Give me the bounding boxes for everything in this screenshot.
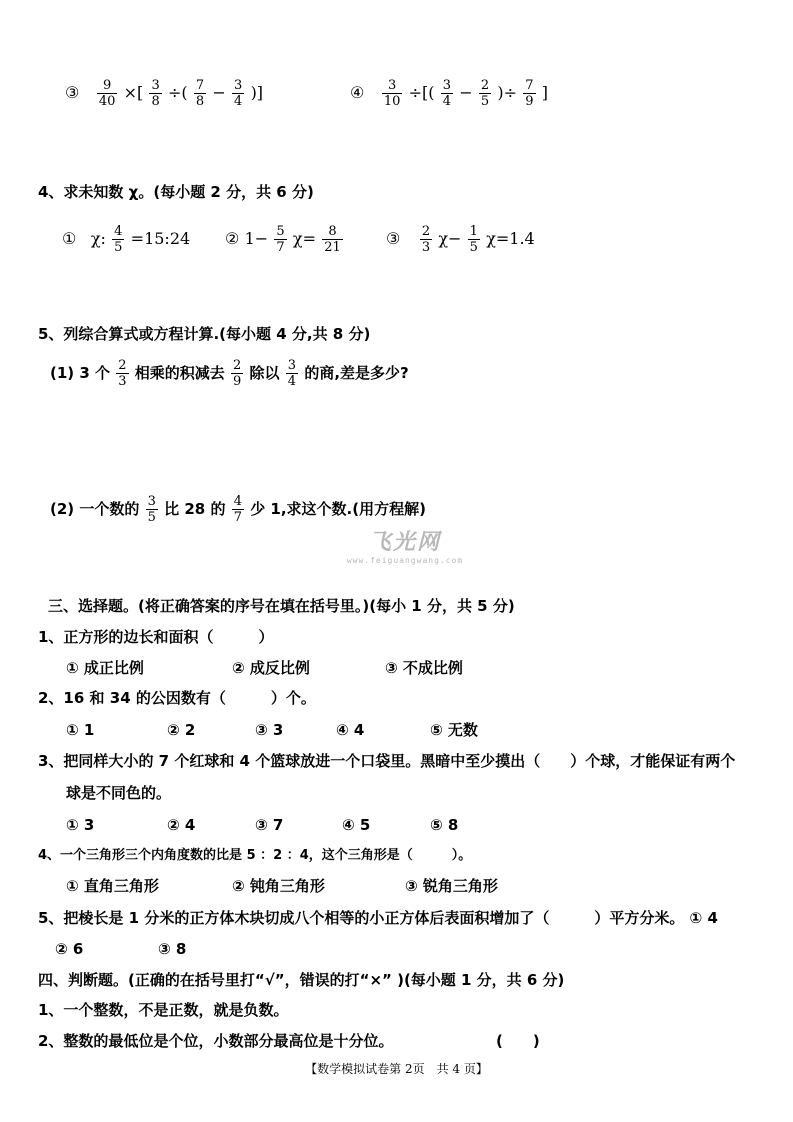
choice-question-5: 5、把棱长是 1 分米的正方体木块切成八个相等的小正方体后表面积增加了（ ）平方分米。 ① 4 bbox=[38, 909, 718, 927]
equation-4-2 bbox=[225, 224, 344, 255]
question-4-title: 4、求未知数 χ。(每小题 2 分，共 6 分) bbox=[38, 183, 314, 201]
section-3-title: 三、选择题。(将正确答案的序号在填在括号里。)(每小 1 分，共 5 分) bbox=[48, 597, 515, 615]
equation-text: χ= bbox=[292, 229, 317, 248]
choice-question-4: 4、一个三角形三个内角度数的比是 5 ：2 ：4，这个三角形是（ ）。 bbox=[38, 848, 472, 863]
choice-option: ③ 锐角三角形 bbox=[405, 877, 498, 895]
judge-question-1: 1、一个整数，不是正数，就是负数。 bbox=[38, 1001, 289, 1019]
fraction: $\frac{3}{5}$ bbox=[147, 494, 156, 525]
operator: ×[ bbox=[123, 83, 144, 102]
choice-option: ③ 8 bbox=[158, 940, 187, 958]
answer-parentheses: ( ) bbox=[496, 1032, 540, 1050]
fraction: $\frac{3}{4}$ bbox=[234, 78, 243, 109]
choice-option: ② 2 bbox=[167, 721, 196, 739]
equation-text: χ=1.4 bbox=[486, 229, 535, 248]
text-segment: (2) 一个数的 bbox=[50, 500, 140, 518]
text-segment: (1) 3 个 bbox=[50, 364, 111, 382]
choice-option: ③ 不成比例 bbox=[385, 659, 463, 677]
problem-3-4 bbox=[350, 78, 548, 109]
equation-4-3 bbox=[386, 224, 535, 255]
choice-option: ② 4 bbox=[167, 816, 196, 834]
watermark-logo-text: 飞光网 bbox=[368, 530, 441, 555]
fraction: $\frac{9}{40}$ bbox=[98, 78, 116, 109]
choice-option: ① 3 bbox=[66, 816, 95, 834]
equation-text: 1− bbox=[244, 229, 269, 248]
choice-option: ② 钝角三角形 bbox=[232, 877, 325, 895]
operator: − bbox=[459, 83, 473, 102]
fraction: $\frac{7}{9}$ bbox=[525, 78, 534, 109]
fraction: $\frac{3}{8}$ bbox=[151, 78, 160, 109]
fraction: $\frac{3}{4}$ bbox=[442, 78, 451, 109]
watermark-url: www.feiguangwang.com bbox=[346, 556, 464, 565]
fraction: $\frac{8}{21}$ bbox=[324, 224, 341, 255]
choice-question-2: 2、16 和 34 的公因数有（ ）个。 bbox=[38, 689, 316, 707]
choice-option: ③ 3 bbox=[255, 721, 284, 739]
choice-question-3: 3、把同样大小的 7 个红球和 4 个篮球放进一个口袋里。黑暗中至少摸出（ ）个球，才能保证有两个 bbox=[38, 752, 736, 770]
equation-text: =15:24 bbox=[130, 229, 191, 248]
problem-marker: ③ bbox=[65, 83, 80, 102]
choice-option: ⑤ 无数 bbox=[430, 721, 478, 739]
operator: ÷[( bbox=[408, 83, 435, 102]
section-4-title: 四、判断题。(正确的在括号里打“√”，错误的打“×” )(每小题 1 分，共 6 分) bbox=[38, 971, 565, 989]
choice-question-3-cont: 球是不同色的。 bbox=[66, 784, 172, 802]
question-5-sub-1 bbox=[50, 358, 409, 389]
fraction: $\frac{4}{7}$ bbox=[233, 494, 242, 525]
choice-option: ③ 7 bbox=[255, 816, 284, 834]
problem-marker: ② bbox=[225, 229, 240, 248]
equation-text: χ: bbox=[90, 229, 106, 248]
choice-option: ① 直角三角形 bbox=[66, 877, 159, 895]
choice-option: ④ 4 bbox=[336, 721, 365, 739]
equation-text: χ− bbox=[438, 229, 462, 248]
choice-option: ① 成正比例 bbox=[66, 659, 144, 677]
fraction: $\frac{5}{7}$ bbox=[276, 224, 285, 255]
problem-3-3 bbox=[65, 78, 263, 109]
text-segment: 相乘的积减去 bbox=[134, 364, 225, 382]
problem-marker: ③ bbox=[386, 229, 401, 248]
text-segment: 比 28 的 bbox=[164, 500, 226, 518]
fraction: $\frac{3}{10}$ bbox=[383, 78, 401, 109]
fraction: $\frac{2}{3}$ bbox=[421, 224, 431, 255]
operator: )] bbox=[250, 83, 264, 102]
operator: )÷ bbox=[497, 83, 518, 102]
choice-question-1: 1、正方形的边长和面积（ ） bbox=[38, 628, 274, 646]
choice-option: ① 1 bbox=[66, 721, 95, 739]
fraction: $\frac{7}{8}$ bbox=[195, 78, 205, 109]
watermark-logo bbox=[340, 530, 470, 566]
fraction: $\frac{2}{9}$ bbox=[233, 358, 242, 389]
fraction: $\frac{2}{3}$ bbox=[118, 358, 127, 389]
text-segment: 的商,差是多少? bbox=[304, 364, 409, 382]
choice-option: ⑤ 8 bbox=[430, 816, 459, 834]
equation-4-1 bbox=[62, 224, 190, 255]
operator: ÷( bbox=[168, 83, 188, 102]
question-5-sub-2 bbox=[50, 494, 426, 525]
fraction: $\frac{1}{5}$ bbox=[469, 224, 478, 255]
question-5-title: 5、列综合算式或方程计算.(每小题 4 分,共 8 分) bbox=[38, 325, 371, 343]
page-footer: 【数学模拟试卷第 2页 共 4 页】 bbox=[305, 1062, 488, 1076]
problem-marker: ④ bbox=[350, 83, 365, 102]
fraction: $\frac{4}{5}$ bbox=[114, 224, 123, 255]
problem-marker: ① bbox=[62, 229, 77, 248]
choice-option: ④ 5 bbox=[342, 816, 371, 834]
choice-option: ② 成反比例 bbox=[232, 659, 310, 677]
operator: ] bbox=[541, 83, 549, 102]
fraction: $\frac{2}{5}$ bbox=[480, 78, 490, 109]
choice-option: ② 6 bbox=[55, 940, 84, 958]
text-segment: 少 1,求这个数.(用方程解) bbox=[250, 500, 426, 518]
judge-question-2: 2、整数的最低位是个位，小数部分最高位是十分位。 bbox=[38, 1032, 394, 1050]
fraction: $\frac{3}{4}$ bbox=[287, 358, 297, 389]
operator: − bbox=[212, 83, 226, 102]
text-segment: 除以 bbox=[249, 364, 280, 382]
